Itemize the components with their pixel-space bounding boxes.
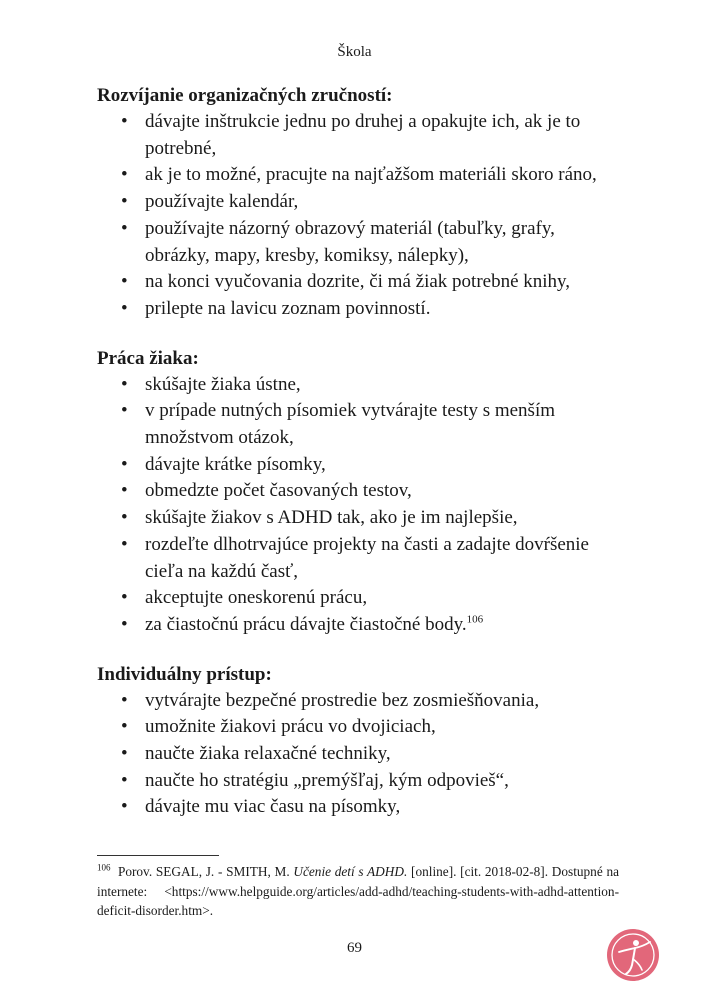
section-title: Rozvíjanie organizačných zručností:: [97, 85, 393, 106]
section-title: Individuálny prístup:: [97, 663, 272, 685]
list-item: • používajte kalendár,: [97, 189, 619, 216]
dancer-logo-icon: [607, 929, 659, 981]
bullet-list: [97, 688, 619, 822]
list-item: • používajte názorný obrazový materiál (tabuľky, grafy, obrázky, mapy, kresby, komiksy, nálepky),: [97, 216, 619, 269]
list-item: • obmedzte počet časovaných testov,: [97, 478, 619, 505]
bullet-list: [97, 372, 619, 639]
list-item-text: za čiastočnú prácu dávajte čiastočné body.: [145, 613, 467, 635]
list-item: • dávajte inštrukcie jednu po druhej a opakujte ich, ak je to potrebné,: [97, 109, 619, 162]
footnote-divider: [97, 855, 219, 856]
list-item: • naučte žiaka relaxačné techniky,: [97, 741, 619, 768]
footnote-cited-title: Učenie detí s ADHD.: [293, 864, 408, 879]
page-content: [97, 82, 619, 821]
section-individual-approach: [97, 661, 619, 822]
list-item: • umožnite žiakovi prácu vo dvojiciach,: [97, 714, 619, 741]
list-item: • akceptujte oneskorenú prácu,: [97, 585, 619, 612]
footnote-number: 106: [97, 862, 111, 873]
list-item: • v prípade nutných písomiek vytvárajte testy s menším množstvom otázok,: [97, 398, 619, 451]
list-item: • vytvárajte bezpečné prostredie bez zosmiešňovania,: [97, 688, 619, 715]
section-organizational-skills: [97, 82, 619, 323]
footnote: [97, 862, 619, 921]
list-item: • skúšajte žiaka ústne,: [97, 372, 619, 399]
list-item: • naučte ho stratégiu „premýšľaj, kým odpovieš“,: [97, 768, 619, 795]
footnote-reference[interactable]: 106: [466, 613, 484, 626]
section-student-work: [97, 345, 619, 639]
list-item: [97, 612, 619, 639]
section-title: Práca žiaka:: [97, 347, 199, 369]
list-item: • dávajte mu viac času na písomky,: [97, 794, 619, 821]
running-head: Škola: [337, 44, 372, 60]
page-number: 69: [347, 940, 362, 956]
list-item: • na konci vyučovania dozrite, či má žiak potrebné knihy,: [97, 269, 619, 296]
footnote-text-after: [online]. [cit. 2018-02-8]. Dostupné na internete: <https://www.helpguide.org/articles/add-adhd/teaching-students-with-adhd-attention-deficit-disorder.htm>.: [97, 864, 619, 918]
footnote-text-before: Porov. SEGAL, J. - SMITH, M.: [117, 864, 294, 879]
list-item: • dávajte krátke písomky,: [97, 452, 619, 479]
list-item: • skúšajte žiakov s ADHD tak, ako je im najlepšie,: [97, 505, 619, 532]
list-item: • prilepte na lavicu zoznam povinností.: [97, 296, 619, 323]
list-item: • rozdeľte dlhotrvajúce projekty na časti a zadajte dovŕšenie cieľa na každú časť,: [97, 532, 619, 585]
list-item: • ak je to možné, pracujte na najťažšom materiáli skoro ráno,: [97, 162, 619, 189]
bullet-list: [97, 109, 619, 323]
